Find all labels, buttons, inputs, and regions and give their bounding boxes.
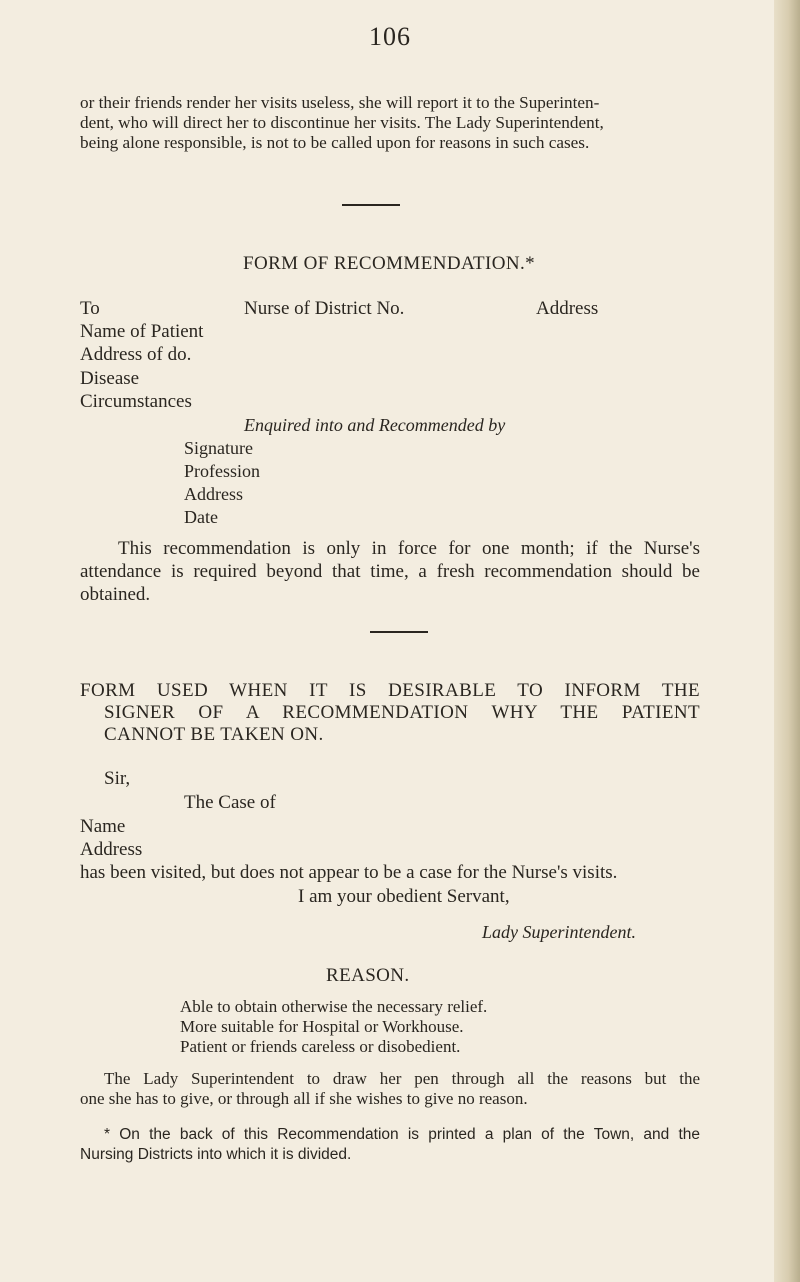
- top-paragraph: [80, 93, 700, 153]
- case-of: The Case of: [184, 792, 276, 813]
- page-number: 106: [369, 22, 411, 51]
- text-line: dent, who will direct her to discontinue her visits. The Lady Superintendent,: [80, 113, 604, 132]
- reason-item: More suitable for Hospital or Workhouse.: [180, 1017, 464, 1036]
- note-line: attendance is required beyond that time, a fresh recommendation should be: [80, 561, 700, 582]
- field-circumstances: Circumstances: [80, 391, 192, 412]
- field-nurse-district: Nurse of District No.: [244, 298, 405, 319]
- field-address: Address: [80, 839, 143, 860]
- text-line: being alone responsible, is not to be called upon for reasons in such cases.: [80, 133, 590, 152]
- form-inform-title-line: CANNOT BE TAKEN ON.: [104, 724, 324, 745]
- field-date: Date: [184, 507, 218, 527]
- field-profession: Profession: [184, 461, 260, 481]
- field-disease: Disease: [80, 368, 140, 389]
- signature-lady-superintendent: Lady Superintendent.: [482, 922, 636, 942]
- divider: [342, 204, 400, 206]
- instruction-line: The Lady Superintendent to draw her pen through all the reasons but the: [104, 1069, 700, 1088]
- body-line: has been visited, but does not appear to be a case for the Nurse's visits.: [80, 862, 618, 883]
- field-address: Address: [184, 484, 243, 504]
- note-line: This recommendation is only in force for one month; if the Nurse's: [118, 538, 700, 559]
- reason-item: Able to obtain otherwise the necessary relief.: [180, 997, 488, 1016]
- salutation: Sir,: [104, 768, 131, 789]
- footnote-line: Nursing Districts into which it is divided.: [80, 1146, 352, 1163]
- note-line: obtained.: [80, 584, 151, 605]
- field-address-header: Address: [536, 298, 599, 319]
- field-name: Name: [80, 816, 126, 837]
- form-inform-title-line: FORM USED WHEN IT IS DESIRABLE TO INFORM THE: [80, 680, 700, 701]
- reason-title: REASON.: [326, 965, 410, 986]
- footnote-line: * On the back of this Recommendation is printed a plan of the Town, and the: [104, 1126, 700, 1143]
- closing: I am your obedient Servant,: [298, 886, 510, 907]
- field-signature: Signature: [184, 438, 253, 458]
- form-recommendation-title: FORM OF RECOMMENDATION.*: [243, 253, 535, 274]
- text-line: or their friends render her visits useless, she will report it to the Superinten-: [80, 93, 600, 112]
- form-inform-title-line: SIGNER OF A RECOMMENDATION WHY THE PATIENT: [104, 702, 700, 723]
- field-address-of-do: Address of do.: [80, 344, 192, 365]
- field-to: To: [80, 298, 100, 319]
- divider: [370, 631, 428, 633]
- field-name-of-patient: Name of Patient: [80, 321, 204, 342]
- instruction-line: one she has to give, or through all if she wishes to give no reason.: [80, 1089, 528, 1108]
- reason-item: Patient or friends careless or disobedient.: [180, 1037, 461, 1056]
- page-edge: [774, 0, 800, 1282]
- enquired-line: Enquired into and Recommended by: [244, 415, 506, 435]
